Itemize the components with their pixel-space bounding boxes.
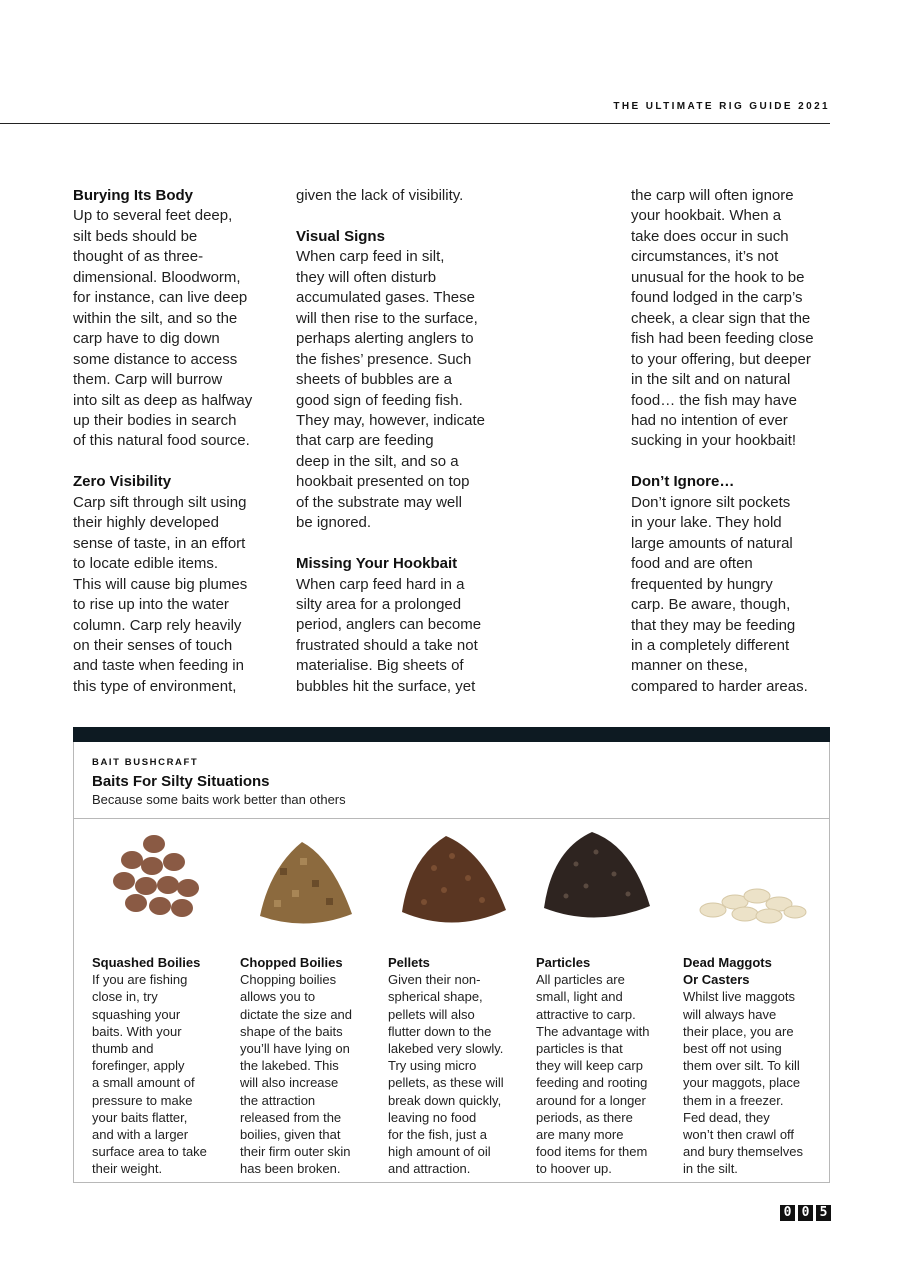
page-number-digit: 0: [780, 1205, 795, 1221]
page-number-digit: 5: [816, 1205, 831, 1221]
header-rule: [0, 123, 830, 124]
box-subtitle: Because some baits work better than others: [92, 792, 346, 807]
box-top-bar: [73, 727, 830, 742]
paragraph: given the lack of visibility.: [296, 187, 464, 204]
paragraph: Don’t ignore silt pockets in your lake. They hold large amounts of natural food and are often frequented by hungry carp. Be aware, though, that they may be feeding in a completely different manner on these, compared to harder areas.: [631, 493, 808, 695]
bait-item-squashed-boilies: [92, 828, 232, 1178]
chopped-boilies-image: [240, 828, 370, 940]
bait-item-dead-maggots: [683, 828, 823, 1178]
article-column-2: [296, 186, 506, 697]
box-divider: [74, 818, 829, 819]
bait-name: Chopped Boilies: [240, 955, 343, 970]
box-kicker: BAIT BUSHCRAFT: [92, 757, 199, 768]
heading-burying-its-body: Burying Its Body: [73, 187, 194, 204]
heading-missing-your-hookbait: Missing Your Hookbait: [296, 555, 458, 573]
paragraph: the carp will often ignore your hookbait. When a take does occur in such circumstances, it’s not unusual for the hook to be found lodged in the carp’s cheek, a clear sign that the fish had been feeding close to your offering, but deeper in the silt and on natural food… the fish may have had no intention of ever sucking in your hookbait!: [631, 187, 814, 450]
bait-description: If you are fishing close in, try squashing your baits. With your thumb and forefinger, apply a small amount of pressure to make your baits flatter, and with a larger surface area to take their weight.: [92, 972, 207, 1177]
bait-bushcraft-box: [73, 727, 830, 1183]
running-header: THE ULTIMATE RIG GUIDE 2021: [613, 101, 830, 112]
bait-description: Chopping boilies allows you to dictate the size and shape of the baits you’ll have lying on the lakebed. This will also increase the attraction released from the boilies, given that their firm outer skin has been broken.: [240, 972, 353, 1177]
article-column-3: [631, 186, 841, 697]
bait-name: Particles: [536, 955, 591, 970]
heading-zero-visibility: Zero Visibility: [73, 473, 172, 491]
page-number-digit: 0: [798, 1205, 813, 1221]
bait-description: All particles are small, light and attractive to carp. The advantage with particles is that they will keep carp feeding and rooting around for a longer periods, as there are many more food items for them to hoover up.: [536, 972, 650, 1177]
pellets-image: [388, 828, 518, 940]
bait-name: Dead Maggots Or Casters: [683, 955, 772, 988]
paragraph: Up to several feet deep, silt beds should be thought of as three- dimensional. Bloodworm, for instance, can live deep within the silt, and so the carp have to dig down some distance to access them. Carp will burrow into silt as deep as halfway up their bodies in search of this natural food source.: [73, 207, 253, 450]
dead-maggots-image: [683, 828, 813, 940]
page-number: [780, 1205, 831, 1221]
paragraph: When carp feed in silt, they will often disturb accumulated gases. These will then rise to the surface, perhaps alerting anglers to the fishes’ presence. Such sheets of bubbles are a good sign of feeding fish. They may, however, indicate that carp are feeding deep in the silt, and so a hookbait presented on top of the substrate may well be ignored.: [296, 248, 485, 532]
heading-visual-signs: Visual Signs: [296, 227, 385, 245]
paragraph: When carp feed hard in a silty area for a prolonged period, anglers can become frustrated should a take not materialise. Big sheets of bubbles hit the surface, yet: [296, 575, 482, 695]
squashed-boilies-image: [92, 828, 222, 940]
bait-name: Squashed Boilies: [92, 955, 201, 970]
box-title: Baits For Silty Situations: [92, 773, 270, 790]
paragraph: Carp sift through silt using their highly developed sense of taste, in an effort to locate edible items. This will cause big plumes to rise up into the water column. Carp rely heavily on their senses of touch and taste when feeding in this type of environment,: [73, 493, 248, 695]
particles-image: [536, 828, 666, 940]
heading-dont-ignore: Don’t Ignore…: [631, 473, 735, 491]
bait-name: Pellets: [388, 955, 430, 970]
bait-item-pellets: [388, 828, 528, 1178]
bait-item-particles: [536, 828, 676, 1178]
article-column-1: [73, 186, 283, 697]
bait-item-chopped-boilies: [240, 828, 380, 1178]
bait-description: Whilst live maggots will always have their place, you are best off not using them over silt. To kill your maggots, place them in a freezer. Fed dead, they won’t then crawl off and bury themselves in the silt.: [683, 989, 803, 1177]
bait-description: Given their non- spherical shape, pellets will also flutter down to the lakebed very slowly. Try using micro pellets, as these will break down quickly, leaving no food for the fish, just a high amount of oil and attraction.: [388, 972, 504, 1177]
